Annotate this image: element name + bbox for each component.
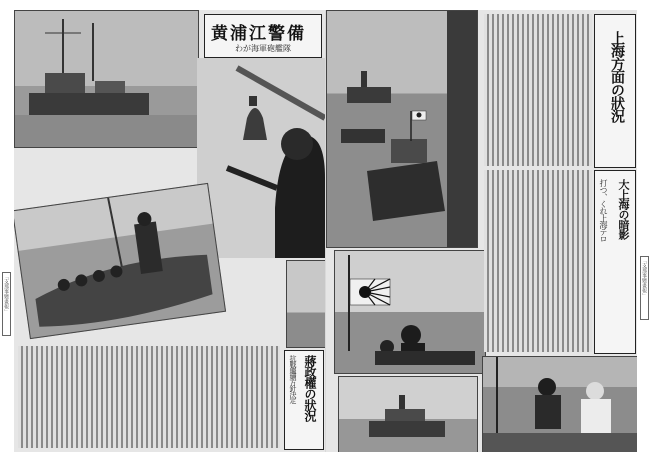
right-edge-label: 「支那事變畫報」 bbox=[640, 256, 649, 320]
left-page bbox=[14, 10, 325, 452]
section2-title: 大上海の暗影 bbox=[617, 179, 630, 239]
deck-officers-illustration bbox=[483, 357, 637, 452]
section1-title: 上海方面の狀況 bbox=[609, 31, 625, 122]
bell-sailor-photo bbox=[197, 58, 325, 258]
page-subtitle: わが海軍砲艦隊 bbox=[235, 44, 291, 53]
deck-officers-photo bbox=[482, 356, 637, 452]
distant-river-photo bbox=[286, 260, 325, 348]
patrol-boat-illustration bbox=[327, 11, 477, 247]
article-text-block bbox=[18, 346, 280, 448]
gunboat-photo bbox=[14, 10, 199, 148]
page-title: 黄浦江警備 bbox=[211, 24, 306, 44]
dark-shadow-text bbox=[484, 170, 592, 352]
steamer-photo bbox=[338, 376, 478, 452]
section2-subtitle: 打つ、くれ上海テロ bbox=[599, 179, 608, 242]
bell-sailor-illustration bbox=[197, 58, 325, 258]
article-subtitle: 抗戰繼續方針決定 bbox=[289, 355, 297, 403]
section1-title-box bbox=[594, 14, 636, 168]
title-box bbox=[204, 14, 322, 58]
boat-crew-photo bbox=[14, 183, 226, 339]
patrol-boat-photo bbox=[326, 10, 478, 248]
flag-stern-illustration bbox=[335, 251, 485, 373]
magazine-spread bbox=[14, 10, 637, 452]
shanghai-status-text bbox=[484, 14, 592, 166]
boat-crew-illustration bbox=[14, 184, 225, 338]
article-title-box bbox=[284, 350, 324, 450]
flag-stern-photo bbox=[334, 250, 486, 374]
gunboat-illustration bbox=[15, 11, 198, 147]
steamer-illustration bbox=[339, 377, 477, 452]
article-title: 蔣政權の狀況 bbox=[303, 355, 317, 421]
left-edge-label: 「支那事變畫報」 bbox=[2, 272, 11, 336]
section2-title-box bbox=[594, 170, 636, 354]
right-page bbox=[326, 10, 637, 452]
